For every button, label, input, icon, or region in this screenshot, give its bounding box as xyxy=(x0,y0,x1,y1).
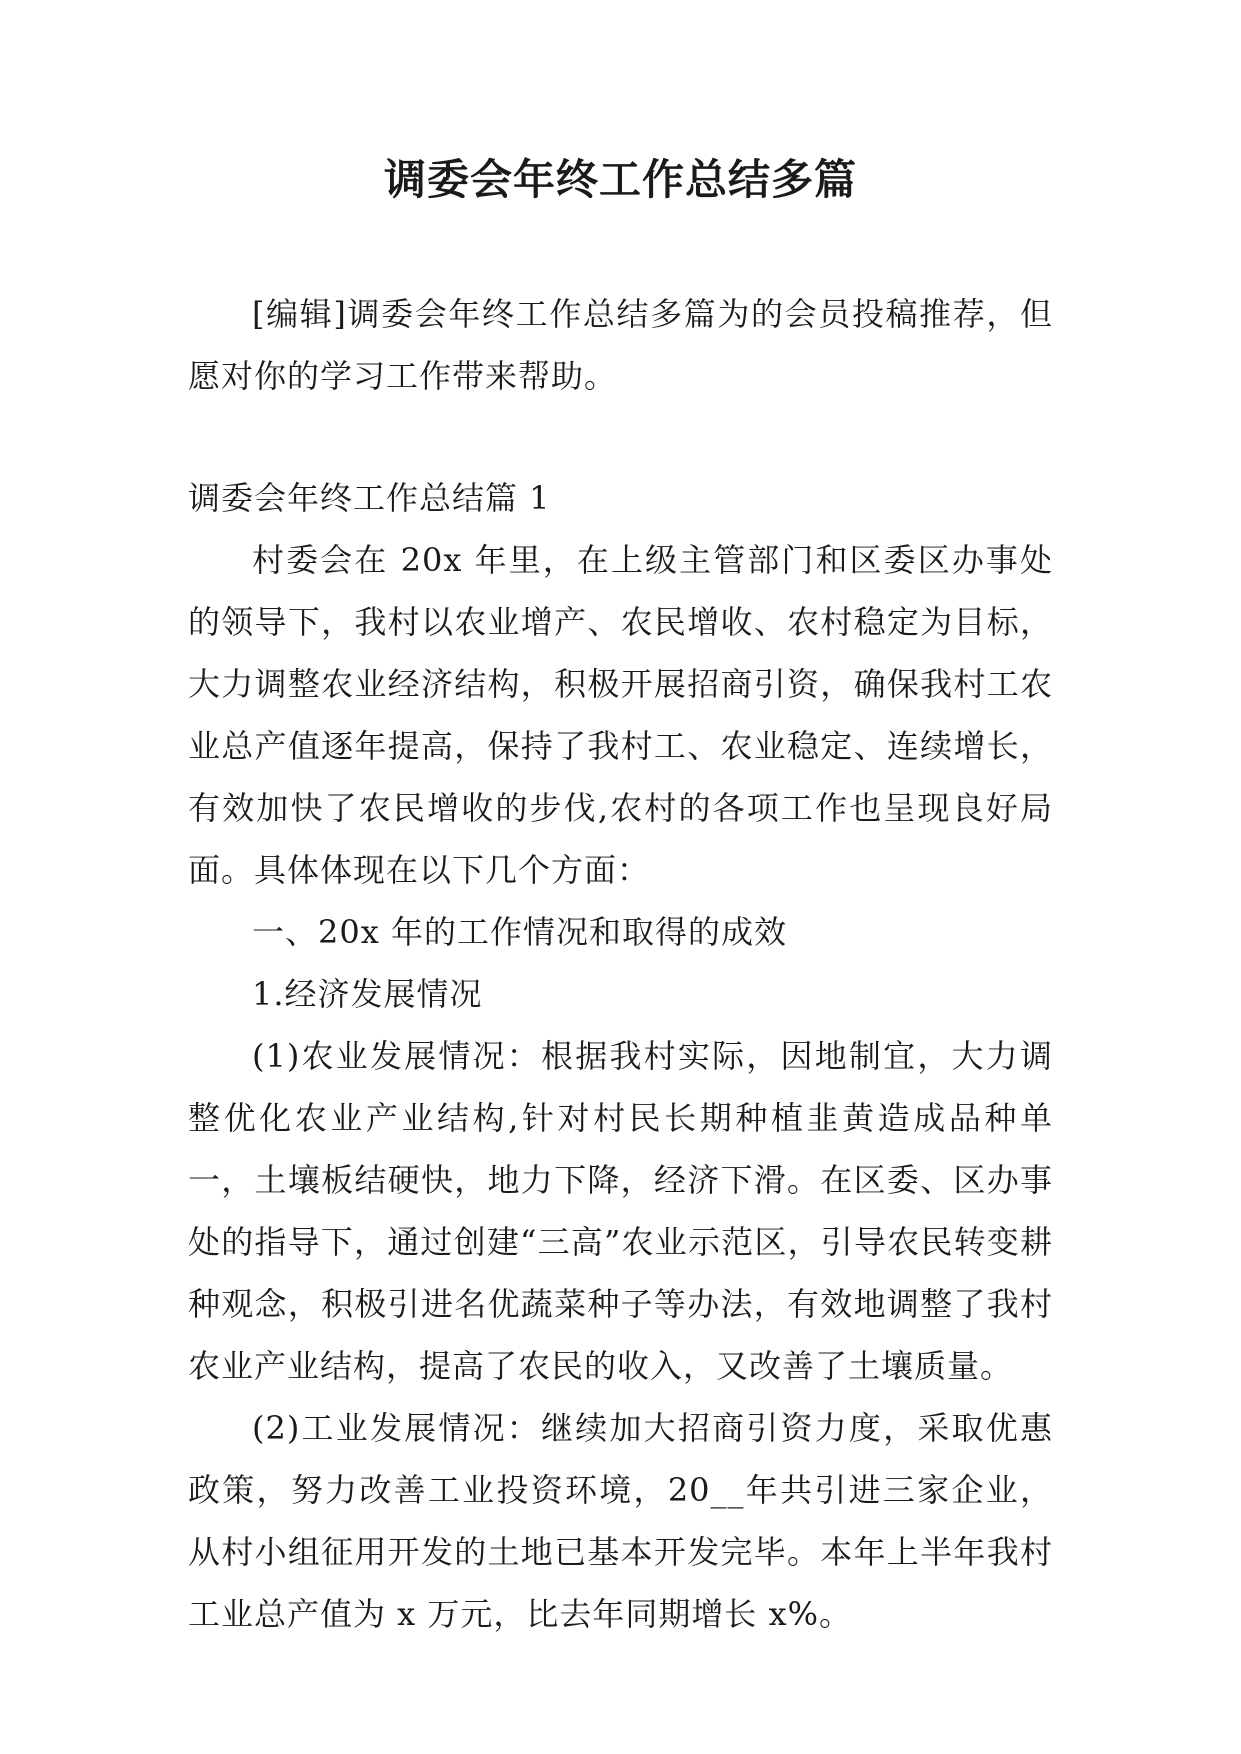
subheading-achievements: 一、20x 年的工作情况和取得的成效 xyxy=(252,913,787,951)
subheading-economy: 1.经济发展情况 xyxy=(252,975,483,1013)
section-heading: 调委会年终工作总结篇 1 xyxy=(188,479,551,517)
intro-paragraph: [编辑]调委会年终工作总结多篇为的会员投稿推荐，但愿对你的学习工作带来帮助。 xyxy=(188,295,1053,395)
body-paragraph-agriculture: (1)农业发展情况：根据我村实际，因地制宜，大力调整优化农业产业结构,针对村民长期种植韭黄造成品种单一，土壤板结硬快，地力下降，经济下滑。在区委、区办事处的指导下，通过创建“三高”农业示范区，引导农民转变耕种观念，积极引进名优蔬菜种子等办法，有效地调整了我村农业产业结构，提高了农民的收入，又改善了土壤质量。 xyxy=(188,1037,1053,1385)
body-paragraph-industry: (2)工业发展情况：继续加大招商引资力度，采取优惠政策，努力改善工业投资环境，20__年共引进三家企业，从村小组征用开发的土地已基本开发完毕。本年上半年我村工业总产值为 x 万元，比去年同期增长 x%。 xyxy=(188,1409,1053,1633)
body-paragraph-1: 村委会在 20x 年里，在上级主管部门和区委区办事处的领导下，我村以农业增产、农民增收、农村稳定为目标，大力调整农业经济结构，积极开展招商引资，确保我村工农业总产值逐年提高，保持了我村工、农业稳定、连续增长，有效加快了农民增收的步伐,农村的各项工作也呈现良好局面。具体体现在以下几个方面： xyxy=(188,541,1053,889)
document-title: 调委会年终工作总结多篇 xyxy=(383,155,857,204)
document-body xyxy=(188,283,1053,1645)
